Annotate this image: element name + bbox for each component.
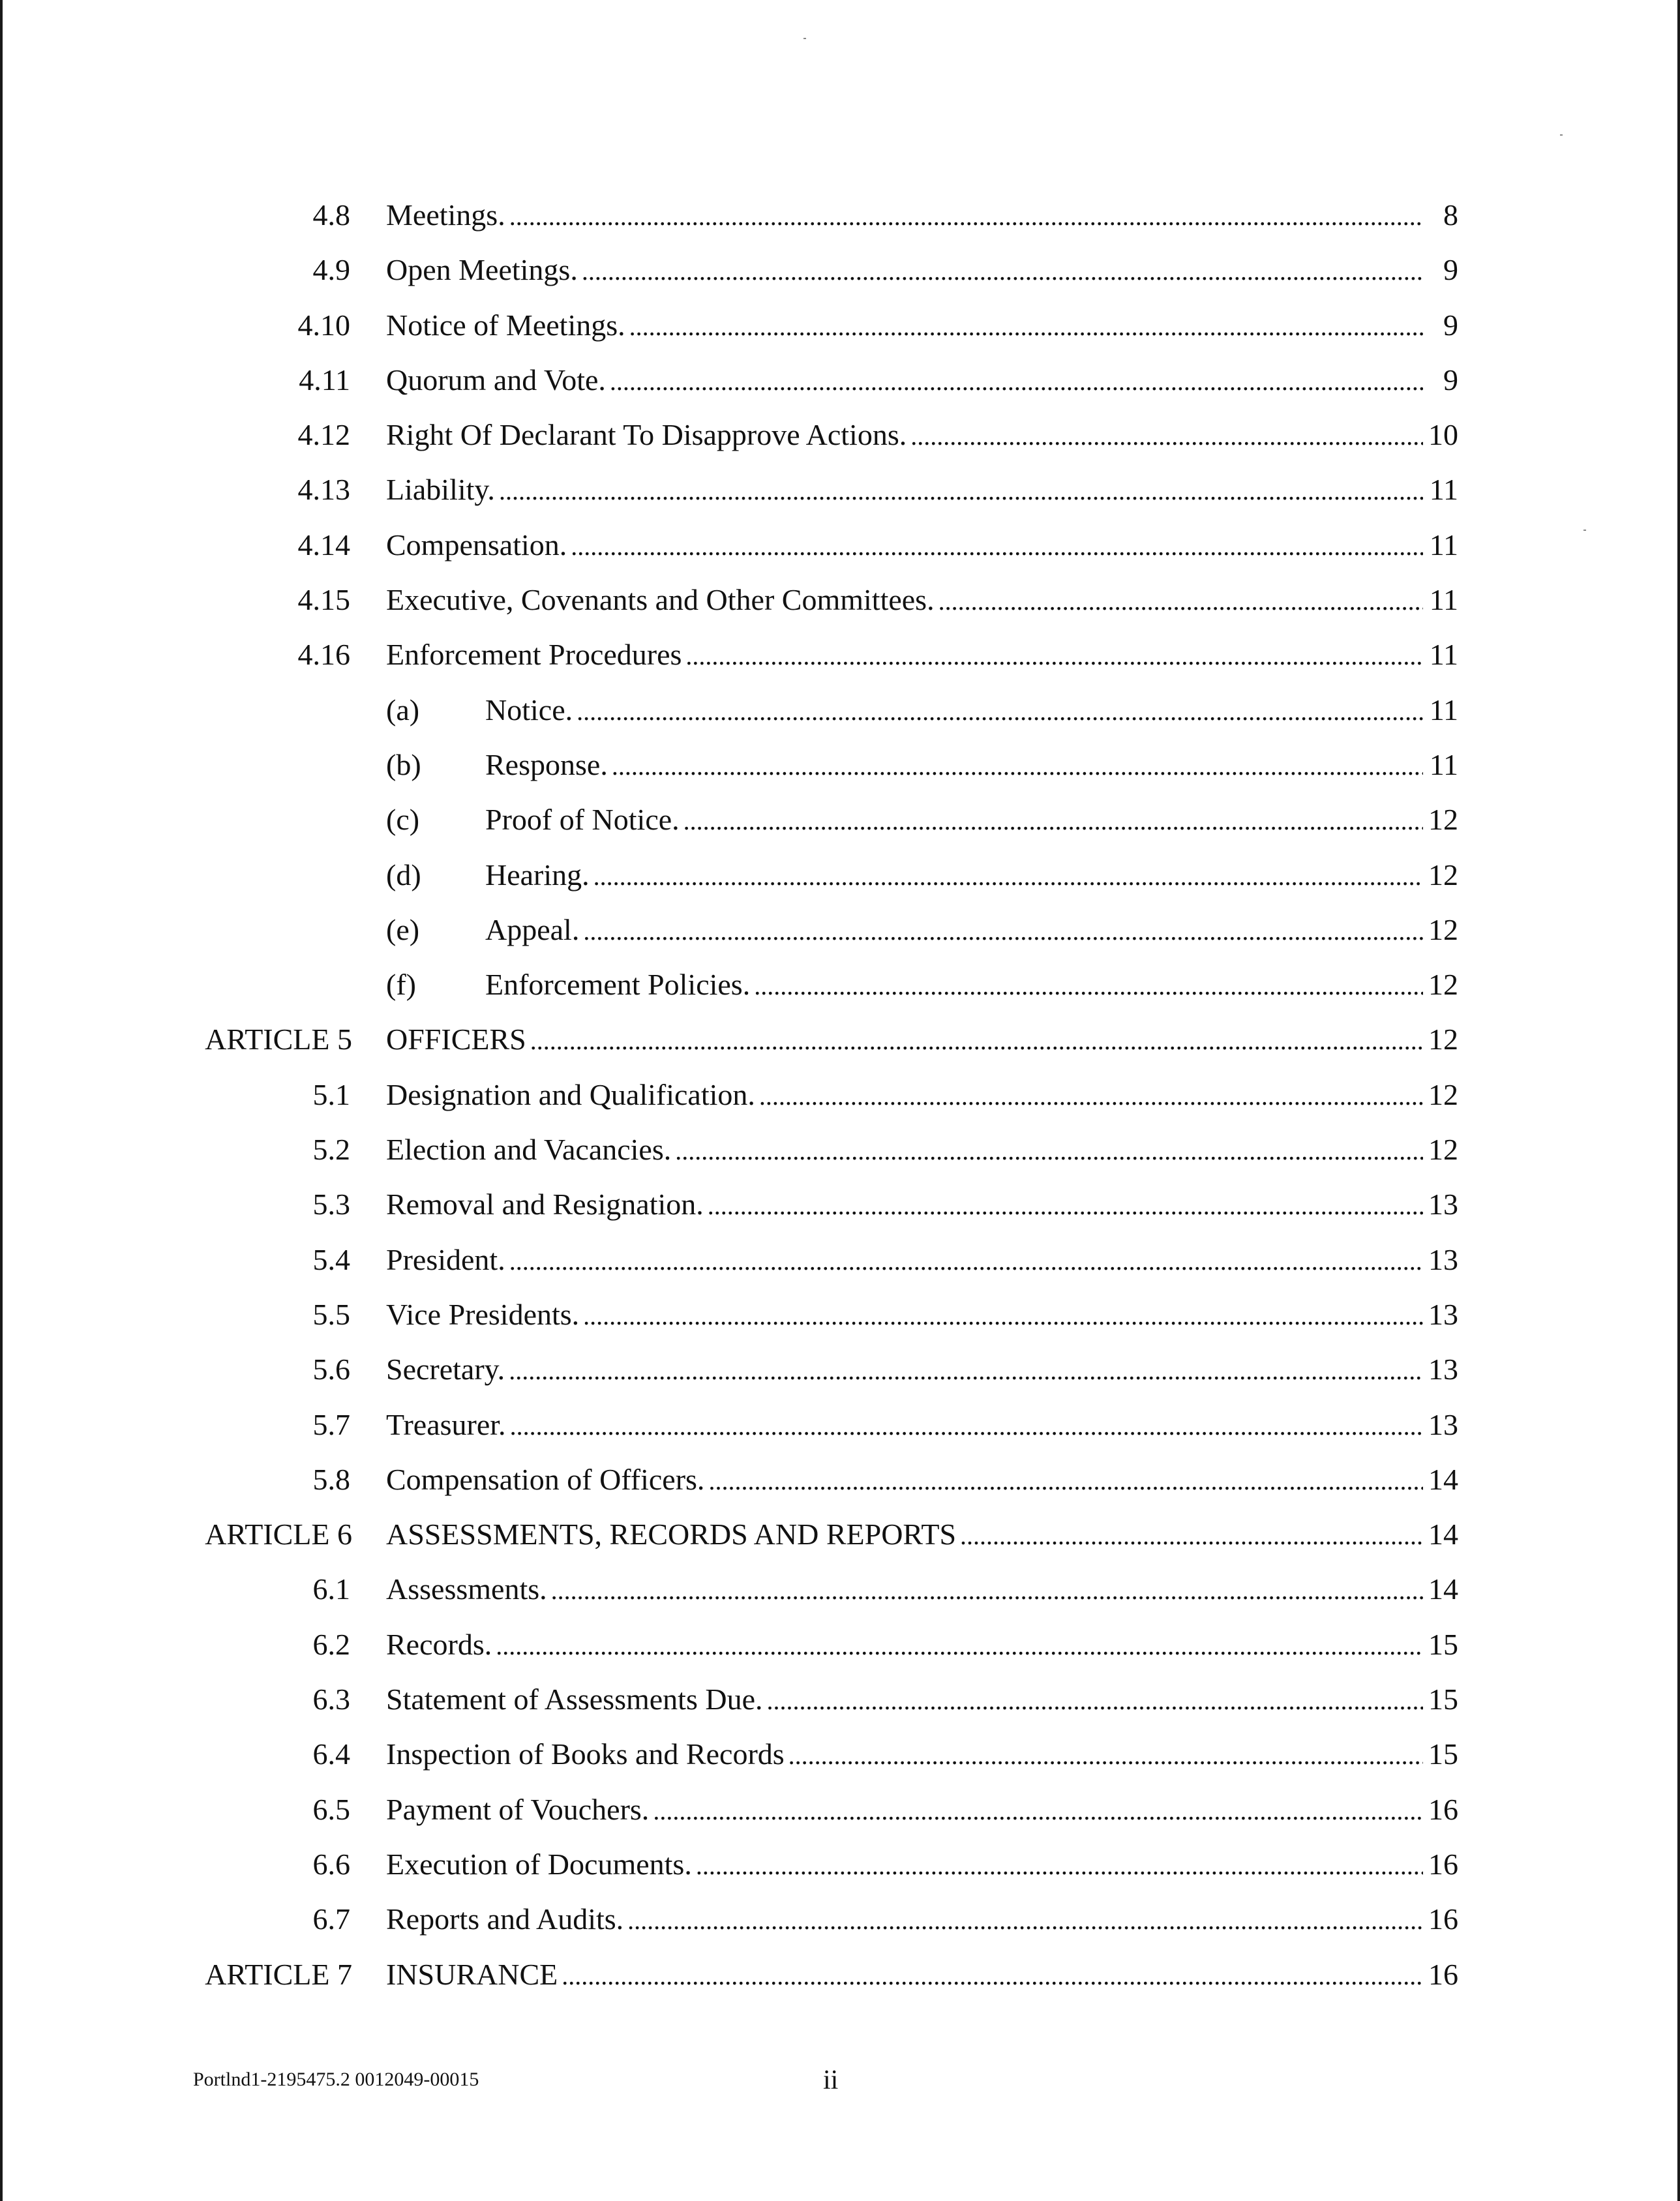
dot-leader — [759, 1068, 1423, 1124]
dot-leader — [583, 1287, 1423, 1343]
page-number: 9 — [1443, 363, 1458, 397]
dot-leader — [685, 627, 1423, 683]
section-title: Secretary. — [386, 1353, 505, 1386]
toc-subrow — [0, 792, 1680, 847]
section-number: 4.14 — [297, 528, 350, 561]
article-number: ARTICLE 5 — [205, 1023, 352, 1056]
page-number: 13 — [1428, 1407, 1458, 1441]
dot-leader — [767, 1672, 1424, 1728]
page-number: 11 — [1429, 583, 1458, 617]
section-number: 6.7 — [312, 1902, 350, 1936]
section-title: Compensation. — [386, 528, 567, 561]
page-number: 13 — [1428, 1188, 1458, 1221]
toc-entry — [386, 1122, 1458, 1178]
dot-leader — [612, 738, 1423, 794]
toc-row — [0, 573, 1680, 627]
section-title: Assessments. — [386, 1572, 547, 1606]
section-number: 6.6 — [312, 1847, 350, 1881]
toc-subrow — [0, 903, 1680, 957]
toc-entry — [386, 518, 1458, 574]
toc-entry — [386, 573, 1458, 629]
toc-entry — [386, 462, 1458, 518]
article-title: ASSESSMENTS, RECORDS AND REPORTS — [386, 1518, 957, 1551]
dot-leader — [583, 903, 1423, 959]
dot-leader — [496, 1617, 1423, 1673]
section-number: 5.8 — [312, 1462, 350, 1496]
section-title: Enforcement Procedures — [386, 638, 682, 672]
section-number: 5.6 — [312, 1353, 350, 1386]
page-number: 9 — [1443, 253, 1458, 287]
section-number: 6.2 — [312, 1627, 350, 1661]
subsection-letter: (b) — [386, 747, 421, 781]
section-number: 4.9 — [312, 253, 350, 287]
toc-row — [0, 1837, 1680, 1892]
toc-entry — [386, 627, 1458, 683]
dot-leader — [510, 1398, 1423, 1454]
dot-leader — [653, 1782, 1423, 1838]
toc-subrow — [0, 738, 1680, 792]
page-number: 15 — [1428, 1683, 1458, 1716]
page-number: 16 — [1428, 1957, 1458, 1991]
page-number: 12 — [1428, 912, 1458, 946]
toc-row — [0, 1727, 1680, 1782]
toc-subrow — [0, 848, 1680, 903]
page-number: 11 — [1429, 747, 1458, 781]
section-number: 4.10 — [297, 308, 350, 342]
toc-entry — [386, 188, 1458, 244]
dot-leader — [754, 957, 1423, 1013]
section-title: Notice of Meetings. — [386, 308, 625, 342]
page-number: 11 — [1429, 693, 1458, 726]
toc-article-row — [0, 1012, 1680, 1067]
toc-entry — [485, 738, 1458, 794]
toc-row — [0, 1617, 1680, 1672]
dot-leader — [577, 683, 1423, 739]
section-title: Enforcement Policies. — [485, 968, 751, 1002]
page-number: 12 — [1428, 1077, 1458, 1111]
page-number: 16 — [1428, 1847, 1458, 1881]
dot-leader — [530, 1012, 1423, 1068]
section-number: 5.2 — [312, 1133, 350, 1167]
article-title: INSURANCE — [386, 1957, 558, 1991]
toc-entry — [386, 1287, 1458, 1343]
dot-leader — [509, 188, 1423, 244]
dot-leader — [499, 462, 1423, 518]
toc-subrow — [0, 957, 1680, 1012]
dot-leader — [593, 848, 1423, 904]
section-title: Proof of Notice. — [485, 803, 680, 837]
page-number: 12 — [1428, 1023, 1458, 1056]
page-number: 11 — [1429, 638, 1458, 672]
section-number: 6.5 — [312, 1792, 350, 1826]
page-number: 12 — [1428, 803, 1458, 837]
toc-entry — [386, 353, 1458, 409]
page-number: 13 — [1428, 1353, 1458, 1386]
dot-leader — [610, 353, 1423, 409]
section-number: 5.7 — [312, 1407, 350, 1441]
section-number: 4.16 — [297, 638, 350, 672]
page-number: 12 — [1428, 968, 1458, 1002]
section-title: Executive, Covenants and Other Committees. — [386, 583, 935, 617]
article-number: ARTICLE 7 — [205, 1957, 352, 1991]
page-number: 15 — [1428, 1627, 1458, 1661]
dot-leader — [788, 1727, 1423, 1783]
dot-leader — [562, 1947, 1423, 2003]
toc-row — [0, 1233, 1680, 1287]
page-number: 12 — [1428, 858, 1458, 891]
section-title: Compensation of Officers. — [386, 1462, 705, 1496]
toc-row — [0, 1782, 1680, 1837]
page-number: 16 — [1428, 1792, 1458, 1826]
page-number: 12 — [1428, 1133, 1458, 1167]
toc-row — [0, 627, 1680, 682]
section-number: 6.3 — [312, 1683, 350, 1716]
section-title: Election and Vacancies. — [386, 1133, 672, 1167]
toc-row — [0, 1562, 1680, 1617]
toc-entry — [386, 1892, 1458, 1948]
toc-row — [0, 1068, 1680, 1122]
toc-subrow — [0, 683, 1680, 738]
dot-leader — [708, 1177, 1423, 1233]
section-title: Hearing. — [485, 858, 590, 891]
toc-row — [0, 353, 1680, 408]
section-title: Statement of Assessments Due. — [386, 1683, 763, 1716]
section-number: 5.1 — [312, 1077, 350, 1111]
dot-leader — [582, 243, 1423, 299]
dot-leader — [960, 1507, 1423, 1563]
toc-row — [0, 1287, 1680, 1342]
dot-leader — [938, 573, 1423, 629]
page-number: 15 — [1428, 1737, 1458, 1771]
toc-entry — [386, 1177, 1458, 1233]
toc-entry — [386, 1727, 1458, 1783]
toc-entry — [485, 957, 1458, 1013]
dot-leader — [571, 518, 1423, 574]
toc-entry — [485, 903, 1458, 959]
section-title: Execution of Documents. — [386, 1847, 692, 1881]
dot-leader — [627, 1892, 1423, 1948]
document-id: Portlnd1-2195475.2 0012049-00015 — [193, 2069, 479, 2090]
toc-row — [0, 408, 1680, 462]
toc-entry — [386, 1233, 1458, 1289]
toc-row — [0, 298, 1680, 353]
toc-entry — [386, 1837, 1458, 1893]
section-title: Designation and Qualification. — [386, 1077, 755, 1111]
dot-leader — [509, 1342, 1423, 1398]
page-number: 14 — [1428, 1518, 1458, 1551]
page-number: 11 — [1429, 473, 1458, 507]
toc-entry — [485, 848, 1458, 904]
toc-entry — [386, 243, 1458, 299]
toc-row — [0, 1892, 1680, 1947]
dot-leader — [551, 1562, 1423, 1618]
dot-leader — [629, 298, 1423, 354]
article-title: OFFICERS — [386, 1023, 526, 1056]
toc-entry — [386, 1507, 1458, 1563]
toc-article-row — [0, 1947, 1680, 2002]
section-number: 4.8 — [312, 198, 350, 232]
toc-entry — [485, 683, 1458, 739]
toc-row — [0, 188, 1680, 243]
section-number: 6.4 — [312, 1737, 350, 1771]
table-of-contents — [0, 188, 1680, 2002]
toc-row — [0, 1672, 1680, 1727]
toc-row — [0, 1177, 1680, 1232]
toc-row — [0, 1452, 1680, 1507]
page-number: 14 — [1428, 1462, 1458, 1496]
section-title: Payment of Vouchers. — [386, 1792, 650, 1826]
toc-entry — [386, 1562, 1458, 1618]
dot-leader — [683, 792, 1423, 848]
section-title: Meetings. — [386, 198, 505, 232]
section-title: Open Meetings. — [386, 253, 578, 287]
toc-row — [0, 1342, 1680, 1397]
article-number: ARTICLE 6 — [205, 1518, 352, 1551]
section-title: Reports and Audits. — [386, 1902, 624, 1936]
section-number: 5.3 — [312, 1188, 350, 1221]
scan-speck — [1560, 134, 1563, 136]
toc-row — [0, 243, 1680, 297]
section-title: Notice. — [485, 693, 573, 726]
page-number: 11 — [1429, 528, 1458, 561]
section-title: Liability. — [386, 473, 495, 507]
section-number: 4.15 — [297, 583, 350, 617]
section-title: Records. — [386, 1627, 492, 1661]
section-title: President. — [386, 1242, 505, 1276]
footer-page-number: ii — [823, 2065, 839, 2095]
toc-entry — [386, 408, 1458, 464]
page-number: 13 — [1428, 1297, 1458, 1331]
page-number: 9 — [1443, 308, 1458, 342]
subsection-letter: (f) — [386, 968, 416, 1002]
scan-speck — [803, 38, 806, 39]
section-title: Response. — [485, 747, 608, 781]
toc-article-row — [0, 1507, 1680, 1562]
page-number: 14 — [1428, 1572, 1458, 1606]
section-title: Removal and Resignation. — [386, 1188, 704, 1221]
toc-entry — [485, 792, 1458, 848]
section-title: Right Of Declarant To Disapprove Actions. — [386, 418, 907, 452]
section-number: 4.12 — [297, 418, 350, 452]
section-number: 5.5 — [312, 1297, 350, 1331]
page-number: 10 — [1428, 418, 1458, 452]
section-number: 6.1 — [312, 1572, 350, 1606]
page-number: 13 — [1428, 1242, 1458, 1276]
section-title: Vice Presidents. — [386, 1297, 580, 1331]
section-title: Appeal. — [485, 912, 580, 946]
subsection-letter: (c) — [386, 803, 420, 837]
toc-entry — [386, 1782, 1458, 1838]
toc-entry — [386, 1452, 1458, 1508]
toc-entry — [386, 298, 1458, 354]
toc-row — [0, 1398, 1680, 1452]
section-number: 4.11 — [299, 363, 350, 397]
toc-entry — [386, 1398, 1458, 1454]
subsection-letter: (a) — [386, 693, 420, 726]
dot-leader — [708, 1452, 1423, 1508]
dot-leader — [675, 1122, 1423, 1178]
section-number: 5.4 — [312, 1242, 350, 1276]
section-title: Quorum and Vote. — [386, 363, 606, 397]
toc-entry — [386, 1012, 1458, 1068]
toc-entry — [386, 1947, 1458, 2003]
dot-leader — [509, 1233, 1423, 1289]
toc-entry — [386, 1342, 1458, 1398]
dot-leader — [910, 408, 1423, 464]
toc-row — [0, 462, 1680, 517]
subsection-letter: (d) — [386, 858, 421, 891]
toc-entry — [386, 1617, 1458, 1673]
subsection-letter: (e) — [386, 912, 420, 946]
section-title: Inspection of Books and Records — [386, 1737, 785, 1771]
section-number: 4.13 — [297, 473, 350, 507]
toc-row — [0, 1122, 1680, 1177]
toc-row — [0, 518, 1680, 573]
toc-entry — [386, 1068, 1458, 1124]
dot-leader — [696, 1837, 1423, 1893]
toc-entry — [386, 1672, 1458, 1728]
page-number: 16 — [1428, 1902, 1458, 1936]
section-title: Treasurer. — [386, 1407, 506, 1441]
page-number: 8 — [1443, 198, 1458, 232]
